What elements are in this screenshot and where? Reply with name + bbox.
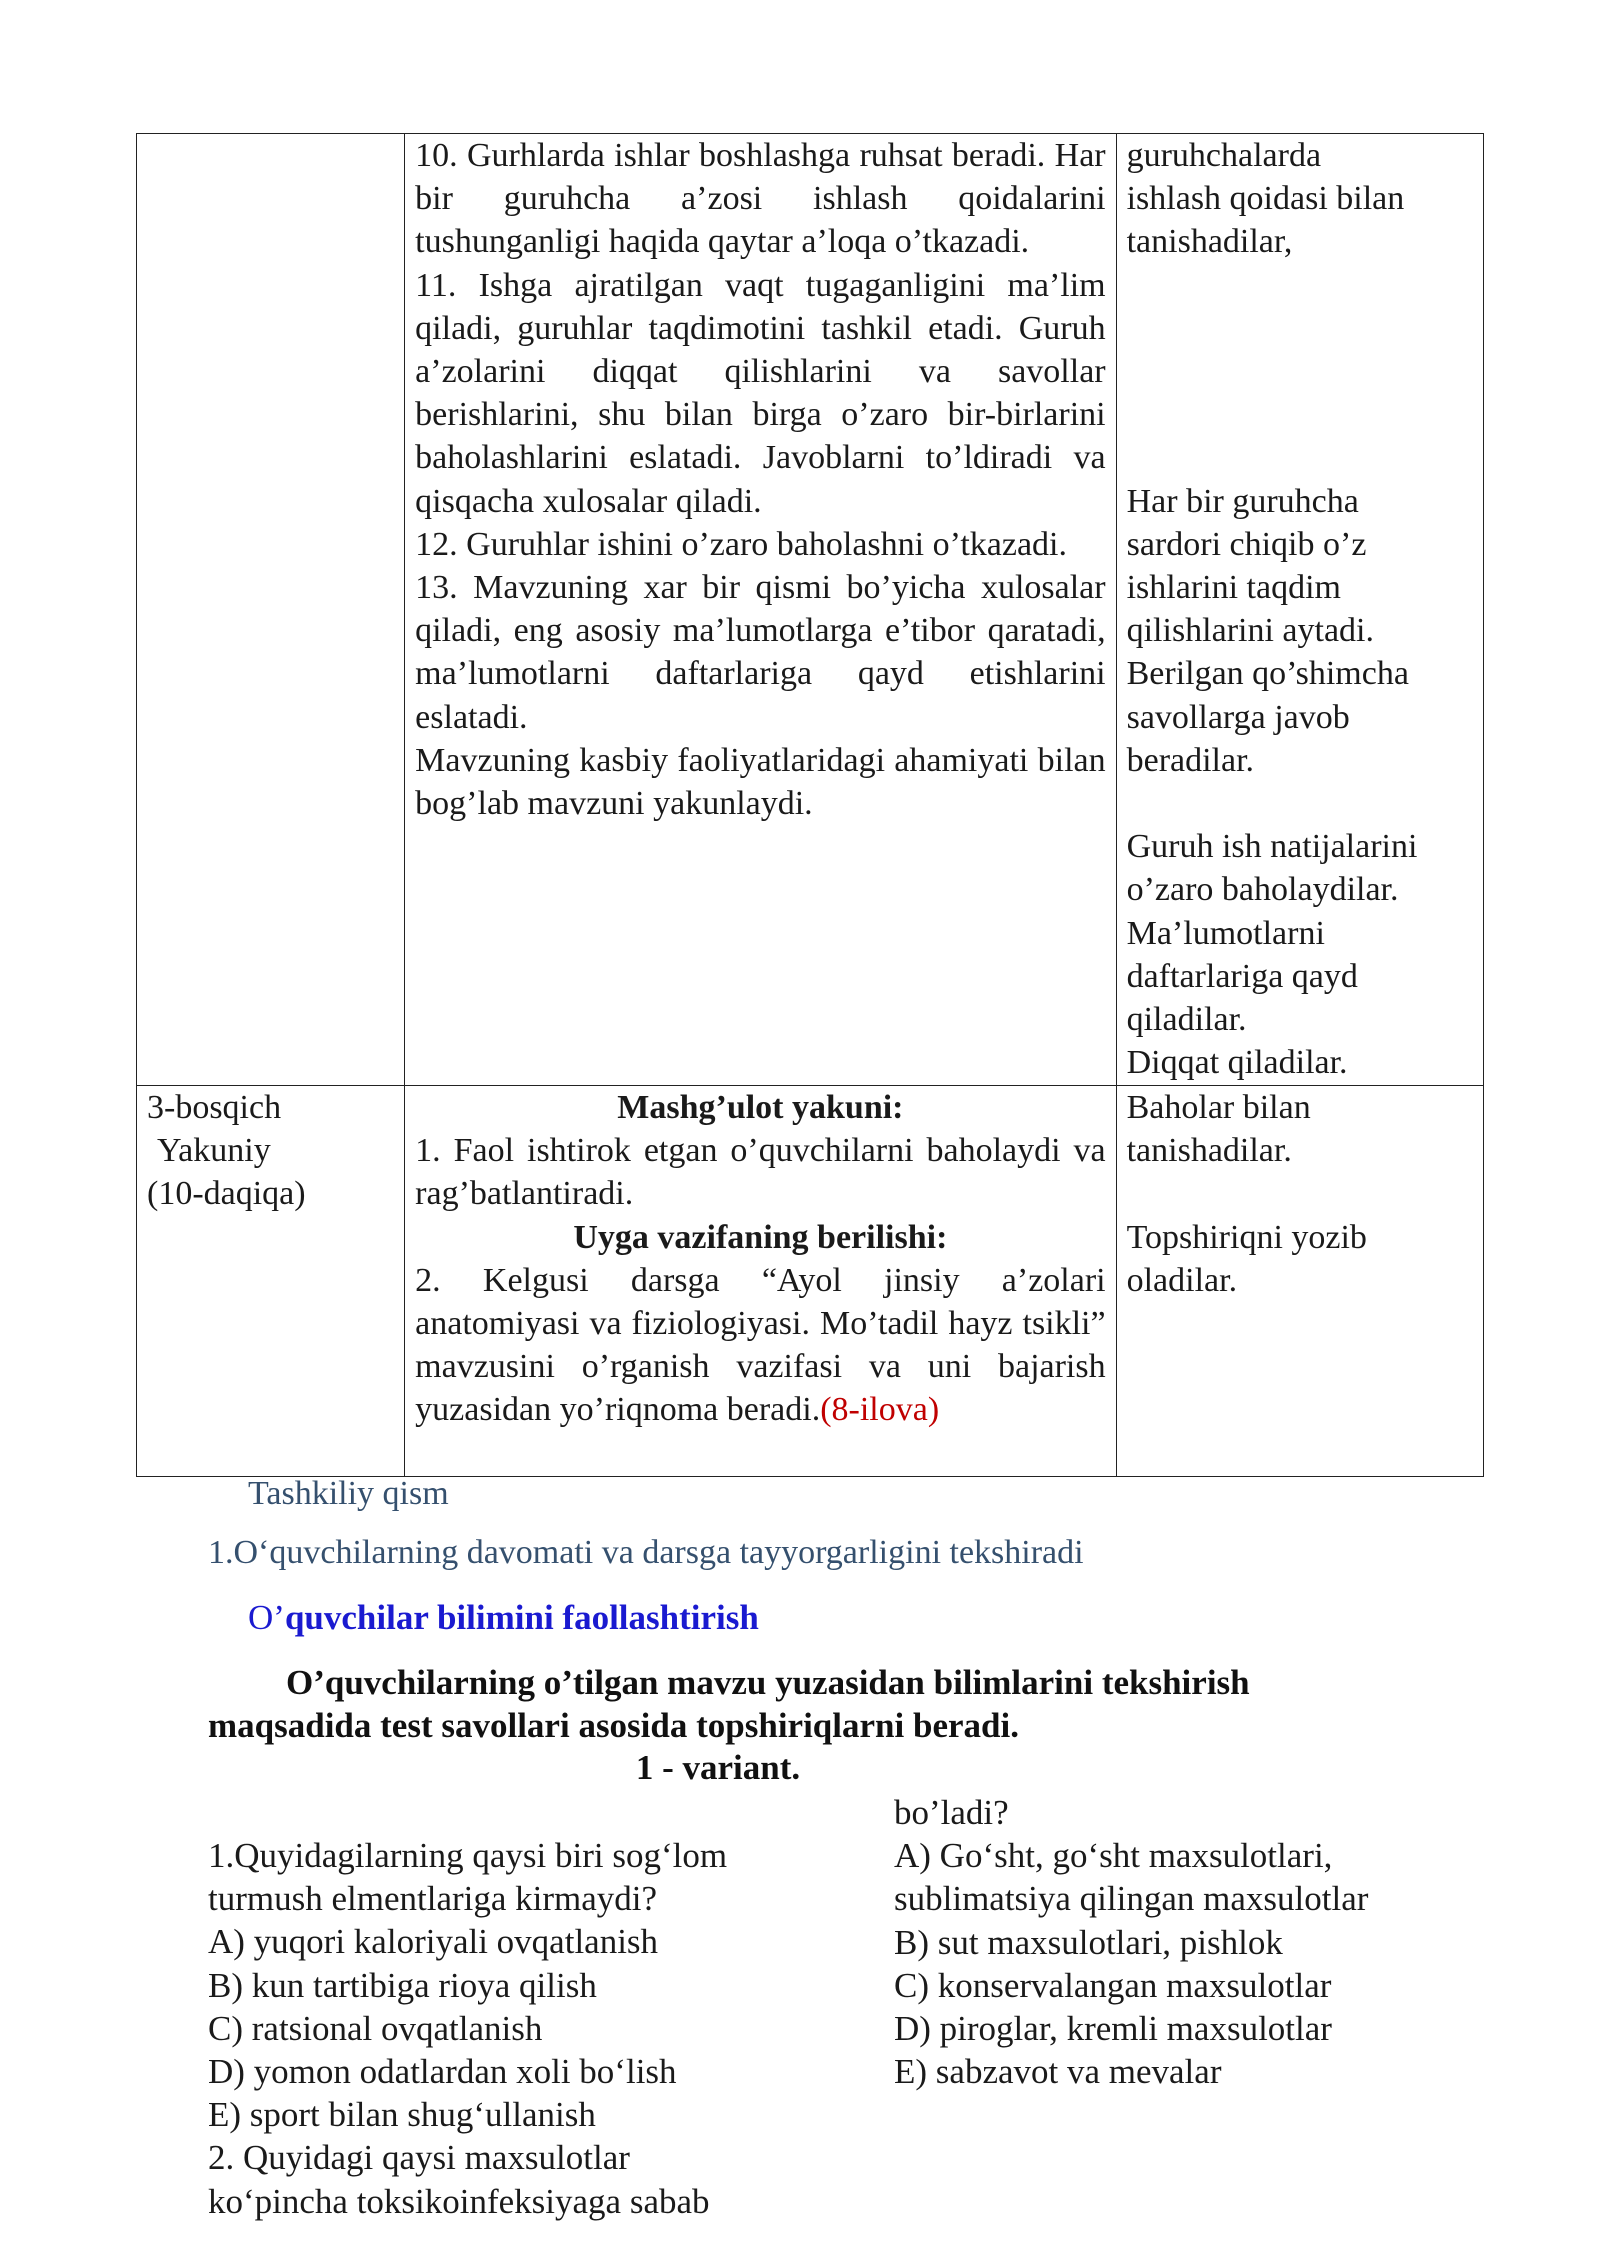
- student-activity-cell: [1116, 1086, 1483, 1477]
- teacher-item: [415, 1259, 1105, 1432]
- student-line: beradilar.: [1126, 741, 1255, 779]
- student-activity-cell: [1116, 134, 1483, 1086]
- stage-number: 3-bosqich: [147, 1089, 282, 1126]
- student-line: daftarlariga qayd: [1126, 957, 1358, 995]
- test-line: 1.Quyidagilarning qaysi biri sog‘lom: [208, 1836, 728, 1875]
- test-line: sublimatsiya qilingan maxsulotlar: [894, 1879, 1369, 1919]
- spacer: [1127, 782, 1473, 825]
- test-line: turmush elmentlariga kirmaydi?: [208, 1879, 658, 1919]
- section-heading: Mashg’ulot yakuni:: [617, 1089, 904, 1126]
- spacer: [1127, 1172, 1473, 1215]
- test-line: C) ratsional ovqatlanish: [208, 2008, 543, 2048]
- student-line: tanishadilar,: [1126, 223, 1293, 261]
- variant-heading: 1 - variant.: [635, 1748, 801, 1787]
- table-row: [137, 1086, 1484, 1477]
- student-line: qiladilar.: [1126, 1000, 1247, 1038]
- homework-text: 2. Kelgusi darsga “Ayol jinsiy a’zolari anatomiyasi va fiziologiyasi. Mo’tadil hayz tsikli” mavzusini o’rganish vazifasi va uni bajarish yuzasidan yo’riqnoma beradi.: [415, 1261, 1106, 1429]
- appendix-reference: (8-ilova): [820, 1391, 940, 1429]
- task-line: maqsadida test savollari asosida topshiriqlarni beradi.: [208, 1706, 1019, 1746]
- student-line: qilishlarini aytadi.: [1126, 612, 1375, 650]
- lesson-plan-table: [136, 133, 1484, 1477]
- test-column-right: [894, 1791, 1454, 2093]
- task-paragraph: [208, 1661, 1378, 1747]
- test-line: B) sut maxsulotlari, pishlok: [894, 1922, 1283, 1962]
- spacer: [1127, 393, 1473, 436]
- teacher-item: 10. Gurhlarda ishlar boshlashga ruhsat beradi. Har bir guruhcha a’zosi ishlash qoidalarini tushunganligi haqida qaytar a’loqa o’tkazadi.: [415, 137, 1106, 261]
- test-line: A) yuqori kaloriyali ovqatlanish: [208, 1922, 659, 1962]
- test-line: A) Go‘sht, go‘sht maxsulotlari,: [894, 1836, 1333, 1876]
- spacer: [1127, 436, 1473, 479]
- spacer: [1127, 264, 1473, 307]
- teacher-item: 11. Ishga ajratilgan vaqt tugaganligini ma’lim qiladi, guruhlar taqdimotini tashkil etadi. Guruh a’zolarini diqqat qilishlarini va savollar berishlarini, shu bilan birga o’zaro bir-birlarini baholashlarini eslatadi. Javoblarni to’ldiradi va qisqacha xulosalar qiladi.: [415, 266, 1106, 520]
- student-line: ishlash qoidasi bilan: [1126, 180, 1405, 218]
- student-line: Berilgan qo’shimcha: [1126, 655, 1409, 693]
- heading-prefix: O’: [248, 1598, 285, 1637]
- test-line: D) yomon odatlardan xoli bo‘lish: [208, 2052, 677, 2092]
- section-label: Tashkiliy qism: [248, 1475, 449, 1512]
- student-line: o’zaro baholaydilar.: [1126, 871, 1399, 909]
- student-line: Ma’lumotlarni: [1126, 914, 1325, 952]
- stage-cell: [137, 1086, 405, 1477]
- section-heading: Uyga vazifaning berilishi:: [573, 1218, 948, 1256]
- test-line: D) piroglar, kremli maxsulotlar: [894, 2009, 1332, 2049]
- student-line: savollarga javob: [1126, 698, 1350, 736]
- student-line: Diqqat qiladilar.: [1126, 1044, 1348, 1082]
- teacher-item: 12. Guruhlar ishini o’zaro baholashni o’tkazadi.: [415, 525, 1067, 563]
- student-line: Guruh ish natijalarini: [1126, 828, 1418, 866]
- stage-duration: (10-daqiqa): [147, 1175, 306, 1213]
- student-line: sardori chiqib o’z: [1126, 525, 1367, 563]
- student-line: Topshiriqni yozib: [1126, 1218, 1367, 1256]
- test-line: B) kun tartibiga rioya qilish: [208, 1965, 597, 2005]
- test-line: C) konservalangan maxsulotlar: [894, 1965, 1332, 2005]
- stage-name: Yakuniy: [157, 1132, 271, 1170]
- teacher-item: 13. Mavzuning xar bir qismi bo’yicha xulosalar qiladi, eng asosiy ma’lumotlarga e’tibor qaratadi, ma’lumotlarni daftarlariga qayd etishlarini eslatadi.: [415, 569, 1106, 736]
- student-line: Har bir guruhcha: [1126, 482, 1359, 520]
- task-line: O’quvchilarning o’tilgan mavzu yuzasidan bilimlarini tekshirish: [286, 1663, 1250, 1702]
- teacher-item: Mavzuning kasbiy faoliyatlaridagi ahamiyati bilan bog’lab mavzuni yakunlaydi.: [415, 741, 1106, 823]
- test-line: E) sabzavot va mevalar: [894, 2052, 1222, 2092]
- table-row: [137, 134, 1484, 1086]
- spacer: [1127, 307, 1473, 350]
- test-line: 2. Quyidagi qaysi maxsulotlar: [208, 2138, 630, 2178]
- student-line: oladilar.: [1126, 1261, 1238, 1299]
- stage-cell: [137, 134, 405, 1086]
- attendance-line: 1.O‘quvchilarning davomati va darsga tayyorgarligini tekshiradi: [208, 1534, 1084, 1571]
- teacher-activity-cell: [405, 134, 1116, 1086]
- test-line: ko‘pincha toksikoinfeksiyaga sabab: [208, 2181, 710, 2221]
- student-line: ishlarini taqdim: [1126, 568, 1341, 606]
- student-line: tanishadilar.: [1126, 1132, 1292, 1170]
- test-column-left: [208, 1834, 788, 2223]
- student-line: Baholar bilan: [1126, 1089, 1311, 1126]
- section-heading: [248, 1598, 1600, 1638]
- spacer: [1127, 350, 1473, 393]
- teacher-item: 1. Faol ishtirok etgan o’quvchilarni baholaydi va rag’batlantiradi.: [415, 1132, 1106, 1213]
- teacher-activity-cell: [405, 1086, 1116, 1477]
- test-line: E) sport bilan shug‘ullanish: [208, 2095, 596, 2135]
- heading-text: quvchilar bilimini faollashtirish: [284, 1598, 759, 1637]
- test-line: bo’ladi?: [894, 1793, 1009, 1832]
- student-line: guruhchalarda: [1126, 137, 1322, 174]
